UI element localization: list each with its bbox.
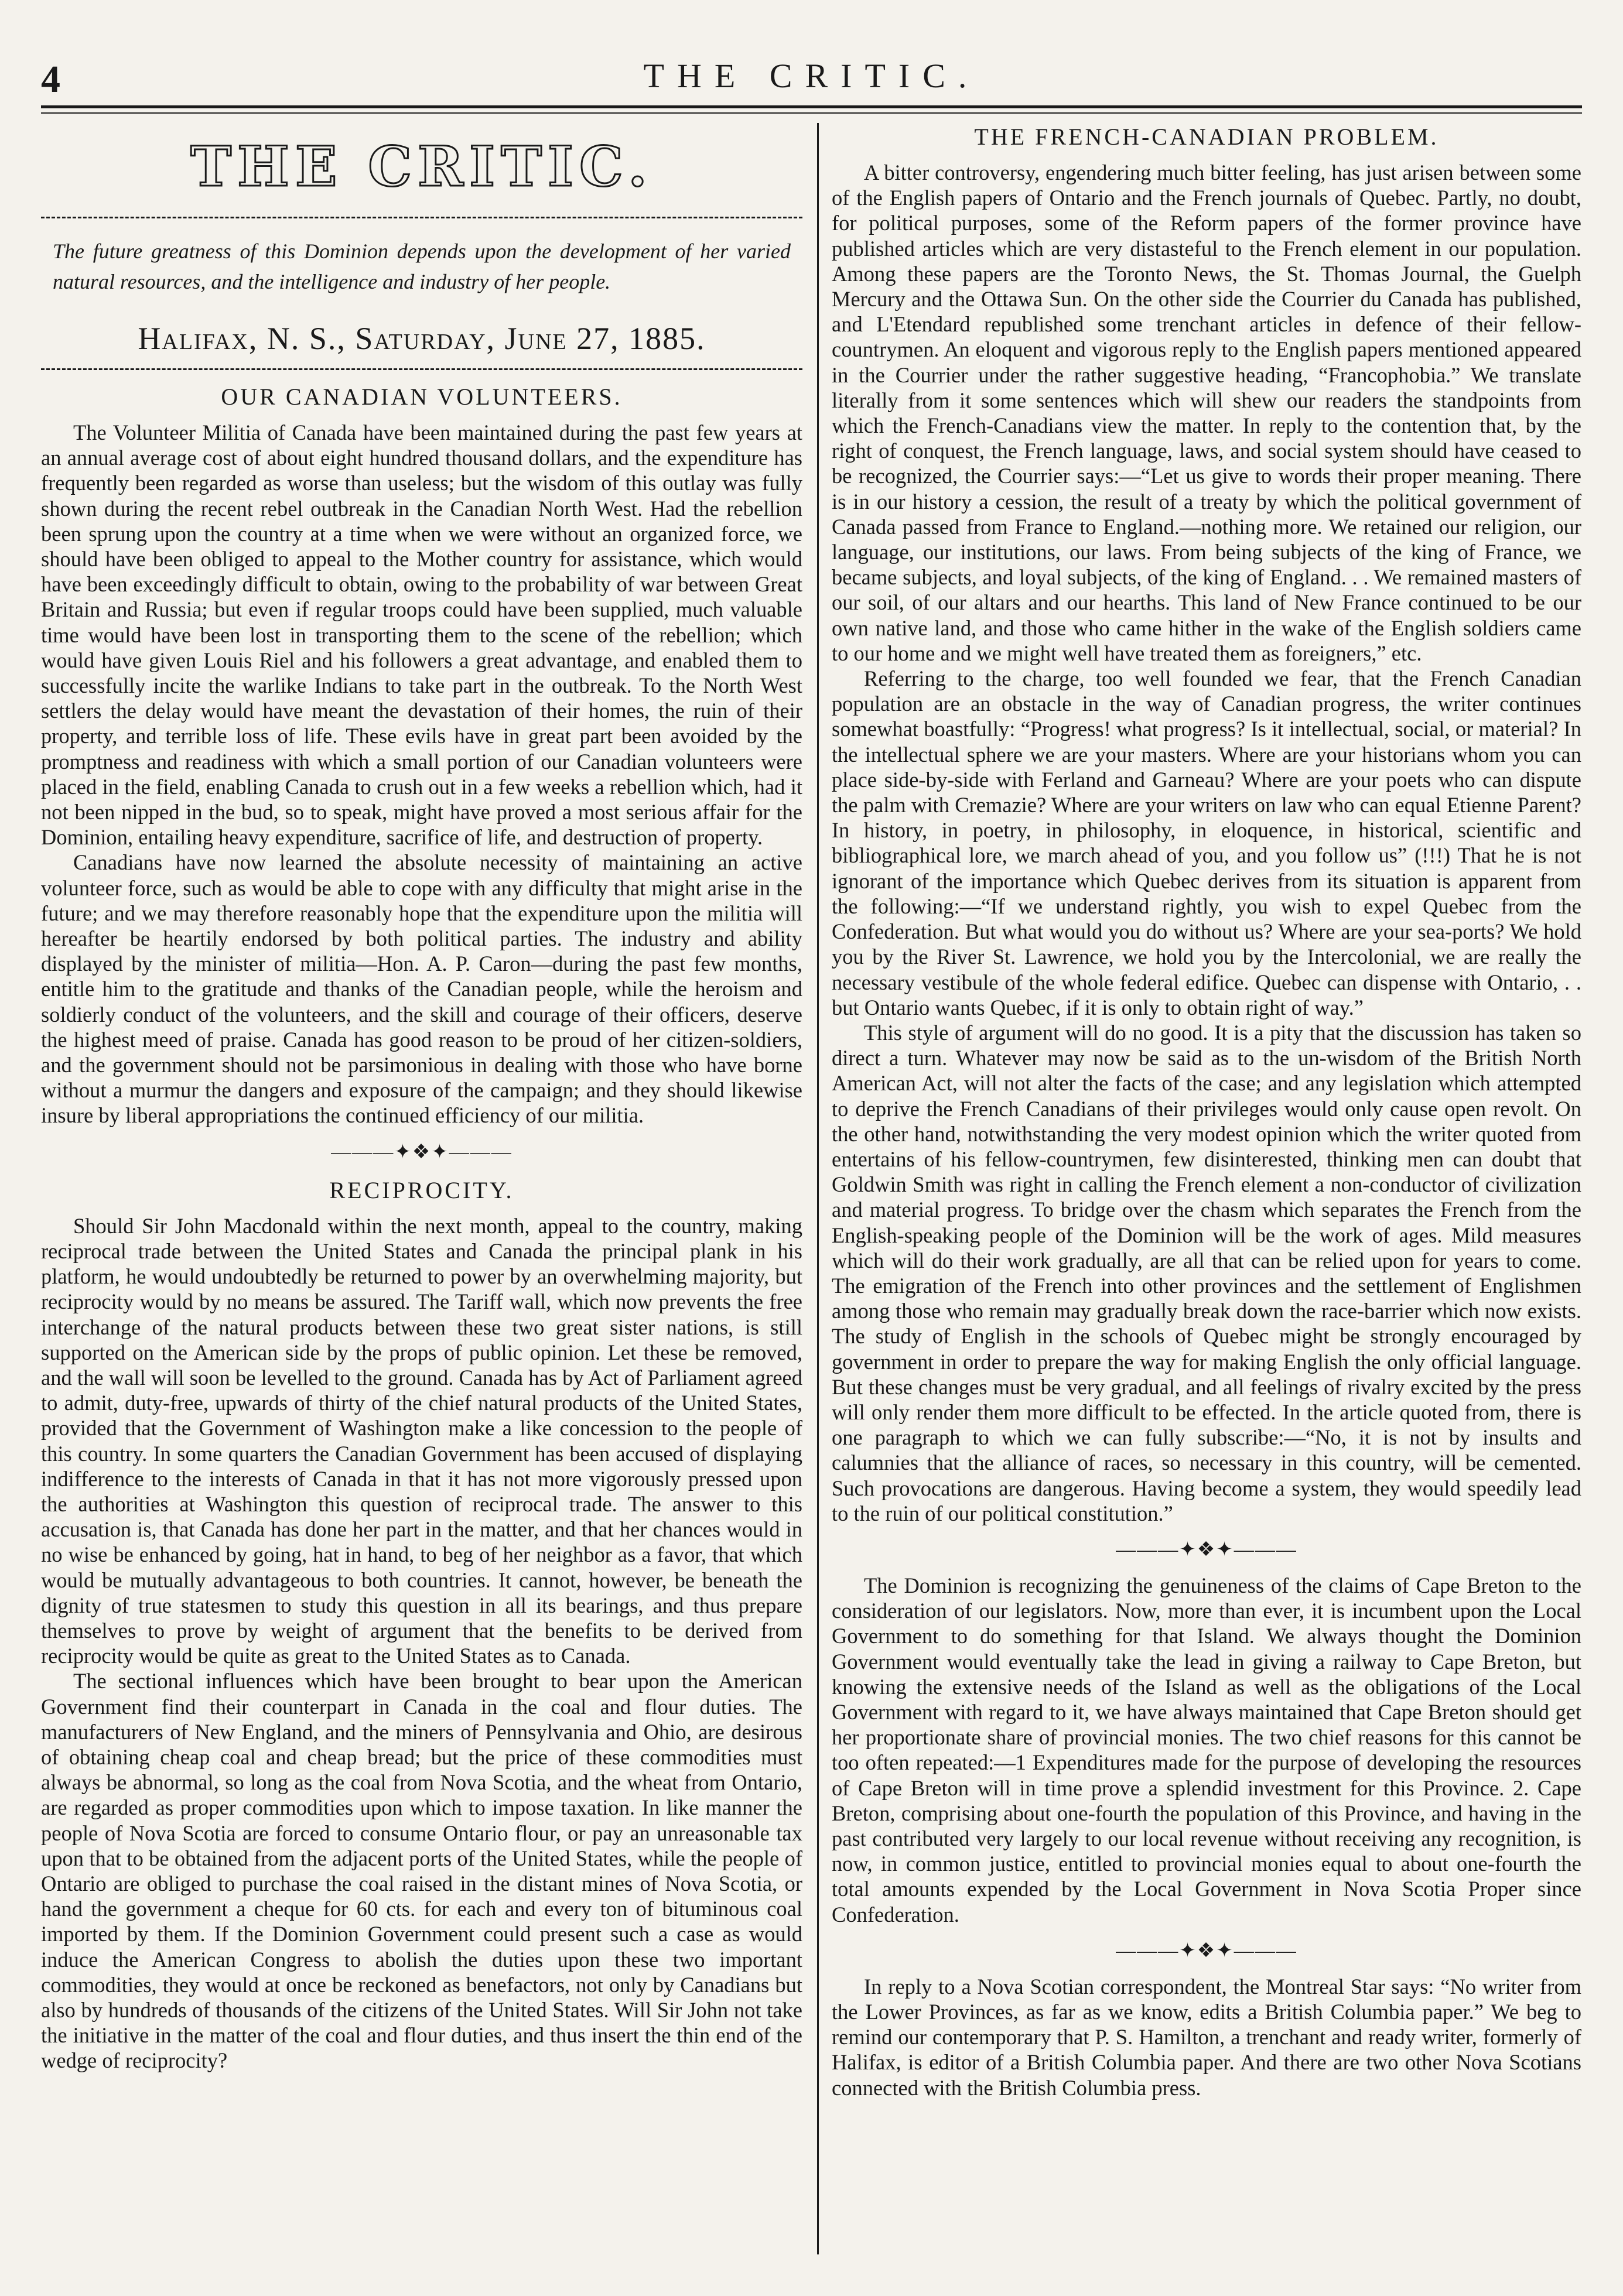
article-paragraph: This style of argument will do no good. It is a pity that the discussion has taken so direct a turn. Whatever may now be said as to the un-wisdom of the British North American Act, will not alter the facts of the case; and any legislation which attempted to deprive the French Canadians of their privileges would only cause open revolt. On the other hand, notwithstanding the very modest opinion which the writer quoted from entertains of his fellow-countrymen, few disinterested, thinking men can doubt that Goldwin Smith was right in calling the French element a non-conductor of civilization and material progress. To bridge over the chasm which separates the French from the English-speaking people of the Dominion will be the work of ages. Mild measures which will do their work gradually, are all that can be relied upon for years to come. The emigration of the French into other provinces and the settlement of Englishmen among those who remain may gradually break down the race-barrier which now exists. The study of English in the schools of Quebec might be strongly encouraged by government in order to prepare the way for making English the only official language. But these changes must be very gradual, and all feelings of rivalry excited by the press will only render them more difficult to be effected. In the article quoted from, there is one paragraph to which we can fully subscribe:—“No, it is not by insults and calumnies that the alliance of races, so necessary in this country, will be cemented. Such provocations are dangerous. Having become a system, they would speedily lead to the ruin of our political constitution.” [832, 1020, 1581, 1525]
article-paragraph: The sectional influences which have been brought to bear upon the American Government find their counterpart in Canada in the coal and flour duties. The manufacturers of New England, and the miners of Pennsylvania and Ohio, are desirous of obtaining cheap coal and cheap bread; but the price of these commodities must always be abnormal, so long as the coal from Nova Scotia, and the wheat from Ontario, are regarded as proper commodities upon which to impose taxation. In like manner the people of Nova Scotia are forced to consume Ontario flour, or pay an unreasonable tax upon that to be obtained from the adjacent ports of the United States, while the people of Ontario are obliged to purchase the coal raised in the distant mines of Nova Scotia, or hand the government a cheque for 60 cts. for each and every ton of bituminous coal imported by them. If the Dominion Government could present such a case as would induce the American Congress to abolish the duties upon these two important commodities, they would at once be reckoned as benefactors, not only by Canadians but also by hundreds of thousands of the citizens of the United States. Will Sir John not take the initiative in the matter of the coal and flour duties, and thus insert the thin end of the wedge of reciprocity? [41, 1669, 802, 2073]
article-paragraph: The Dominion is recognizing the genuineness of the claims of Cape Breton to the consideration of our legislators. Now, more than ever, it is incumbent upon the Local Government to do something for that Island. We always thought the Dominion Government would eventually take the lead in giving a railway to Cape Breton, but knowing the extensive needs of the Island as well as the obligations of the Local Government with regard to it, we have always maintained that Cape Breton should get her proportionate share of provincial monies. The two chief reasons for this cannot be too often repeated:—1 Expenditures made for the purpose of developing the resources of Cape Breton will in time prove a splendid investment for this Province. 2. Cape Breton, comprising about one-fourth the population of this Province, and having in the past contributed very largely to our local revenue without receiving any recognition, is now, in common justice, entitled to provincial monies equal to about one-fourth the total amounts expended by the Local Government in Nova Scotia Proper since Confederation. [832, 1573, 1581, 1927]
article-title-french-canadian: THE FRENCH-CANADIAN PROBLEM. [974, 124, 1439, 150]
article-paragraph: The Volunteer Militia of Canada have been maintained during the past few years at an annual average cost of about eight hundred thousand dollars, and the expenditure has frequently been regarded as worse than useless; but the wisdom of this outlay was fully shown during the recent rebel outbreak in the Canadian North West. Had the rebellion been sprung upon the country at a time when we were without an organized force, we should have been obliged to appeal to the Mother country for assistance, which would have been exceedingly difficult to obtain, owing to the probability of war between Great Britain and Russia; but even if regular troops could have been supplied, much valuable time would have been lost in transporting them to the scene of the rebellion; which would have given Louis Riel and his followers a great advantage, and enabled them to successfully incite the warlike Indians to take part in the outbreak. To the North West settlers the delay would have meant the devastation of their homes, the ruin of their property, and terrible loss of life. These evils have in great part been avoided by the promptness and readiness with which a small portion of our Canadian volunteers were placed in the field, enabling Canada to crush out in a few weeks a rebellion which, had it not been nipped in the bud, so to speak, might have proved a most serious affair for the Dominion, entailing heavy expenditure, sacrifice of life, and destruction of property. [41, 420, 802, 850]
article-title-volunteers: OUR CANADIAN VOLUNTEERS. [221, 384, 623, 410]
article-paragraph: Should Sir John Macdonald within the next month, appeal to the country, making reciprocal trade between the United States and Canada the principal plank in his platform, he would undoubtedly be returned to power by an overwhelming majority, but reciprocity would by no means be assured. The Tariff wall, which now prevents the free interchange of the natural products between these two great sister nations, is still supported on the American side by the props of public opinion. Let these be removed, and the wall will soon be levelled to the ground. Canada has by Act of Parliament agreed to admit, duty-free, upwards of thirty of the chief natural products of the United States, provided that the Government of Washington make a like concession to the people of this country. In some quarters the Canadian Government has been accused of displaying indifference to the interests of Canada in that it has not more vigorously pressed upon the authorities at Washington this question of reciprocal trade. The answer to this accusation is, that Canada has done her part in the matter, and that her chances would in no wise be enhanced by going, hat in hand, to beg of her neighbor as a favor, that which would be mutually advantageous to both countries. It cannot, however, be beneath the dignity of true statesmen to study this question in all its bearings, and thus prepare themselves to prove by weight of argument that the benefits to be derived from reciprocity would be quite as great to the United States as to Canada. [41, 1213, 802, 1668]
header-rule-thick [41, 105, 1582, 108]
article-paragraph: Canadians have now learned the absolute necessity of maintaining an active volunteer force, such as would be able to cope with any difficulty that might arise in the future; and we may therefore reasonably hope that the expenditure upon the militia will hereafter be heartily endorsed by both political parties. The industry and ability displayed by the minister of militia—Hon. A. P. Caron—during the past few months, entitle him to the gratitude and thanks of the Canadian people, while the heroism and soldierly conduct of the volunteers, and the skill and courage of their officers, deserve the highest meed of praise. Canada has good reason to be proud of her citizen-soldiers, and the government should not be parsimonious in dealing with those who have borne without a murmur the dangers and exposure of the campaign; and they should likewise insure by liberal appropriations the continued efficiency of our militia. [41, 850, 802, 1128]
header-rule-thin [41, 112, 1582, 114]
article-paragraph: Referring to the charge, too well founded we fear, that the French Canadian population are an obstacle in the way of Canadian progress, the writer continues somewhat boastfully: “Progress! what progress? Is it intellectual, social, or material? In the intellectual sphere we are your masters. Where are your historians whom you can place side-by-side with Ferland and Garneau? Where are your poets who can dispute the palm with Cremazie? Where are your writers on law who can equal Etienne Parent? In history, in poetry, in philosophy, in eloquence, in historical, scientific and bibliographical lore, we march ahead of you, and you follow us” (!!!) That he is not ignorant of the importance which Quebec derives from its situation is apparent from the following:—“If we understand rightly, you wish to expel Quebec from the Confederation. But what would you do without us? Where are your sea-ports? We hold you by the River St. Lawrence, we hold you by the Intercolonial, we are really the necessary vestibule of the whole federal edifice. Quebec can dispense with Ontario, . . but Ontario wants Quebec, if it is only to obtain right of way.” [832, 666, 1581, 1019]
running-head [41, 53, 1582, 100]
running-head-title: THE CRITIC. [643, 57, 980, 95]
page-number: 4 [41, 58, 60, 101]
section-ornament: ———✦❖✦——— [1116, 1538, 1297, 1561]
right-column [832, 123, 1581, 2100]
section-ornament: ———✦❖✦——— [1116, 1939, 1297, 1962]
masthead-motto: The future greatness of this Dominion depends upon the development of her varied natural resources, and the intelligence and industry of her people. [53, 239, 791, 293]
column-divider [817, 123, 819, 2254]
article-paragraph: A bitter controversy, engendering much bitter feeling, has just arisen between some of the English papers of Ontario and the French journals of Quebec. Partly, no doubt, for political purposes, some of the Reform papers of the former province have published articles which are very distasteful to the French element in our population. Among these papers are the Toronto News, the St. Thomas Journal, the Guelph Mercury and the Ottawa Sun. On the other side the Courrier du Canada has published, and L'Etendard republished some trenchant articles in defence of their fellow-countrymen. An eloquent and vigorous reply to the English papers mentioned appeared in the Courrier under the rather suggestive heading, “Francophobia.” We translate literally from it some sentences which will shew our readers the standpoints from which the French-Canadians view the matter. In reply to the contention that, by the right of conquest, the French language, laws, and social system should have ceased to be recognized, the Courrier says:—“Let us give to words their proper meaning. There is in our history a cession, the result of a treaty by which the political government of Canada passed from France to England.—nothing more. We retained our religion, our language, our institutions, our laws. From being subjects of the king of France, we became subjects, and loyal subjects, of the king of England. . . We remained masters of our soil, of our altars and our hearths. This land of New France continued to be our own native land, and those who came hither in the wake of the English soldiers came to our home and we might well have treated them as foreigners,” etc. [832, 160, 1581, 665]
left-column [41, 123, 802, 2073]
section-ornament: ———✦❖✦——— [331, 1141, 512, 1163]
masthead-title: THE CRITIC. [190, 135, 653, 199]
dateline-rule [41, 368, 802, 370]
masthead-rule [41, 217, 802, 218]
article-paragraph: In reply to a Nova Scotian correspondent, the Montreal Star says: “No writer from the Lower Provinces, as far as we know, edits a British Columbia paper.” We beg to remind our contemporary that P. S. Hamilton, a trenchant and ready writer, formerly of Halifax, is editor of a British Columbia paper. And there are two other Nova Scotians connected with the British Columbia press. [832, 1974, 1581, 2100]
dateline: Halifax, N. S., Saturday, June 27, 1885. [138, 321, 706, 356]
article-title-reciprocity: RECIPROCITY. [329, 1176, 514, 1203]
